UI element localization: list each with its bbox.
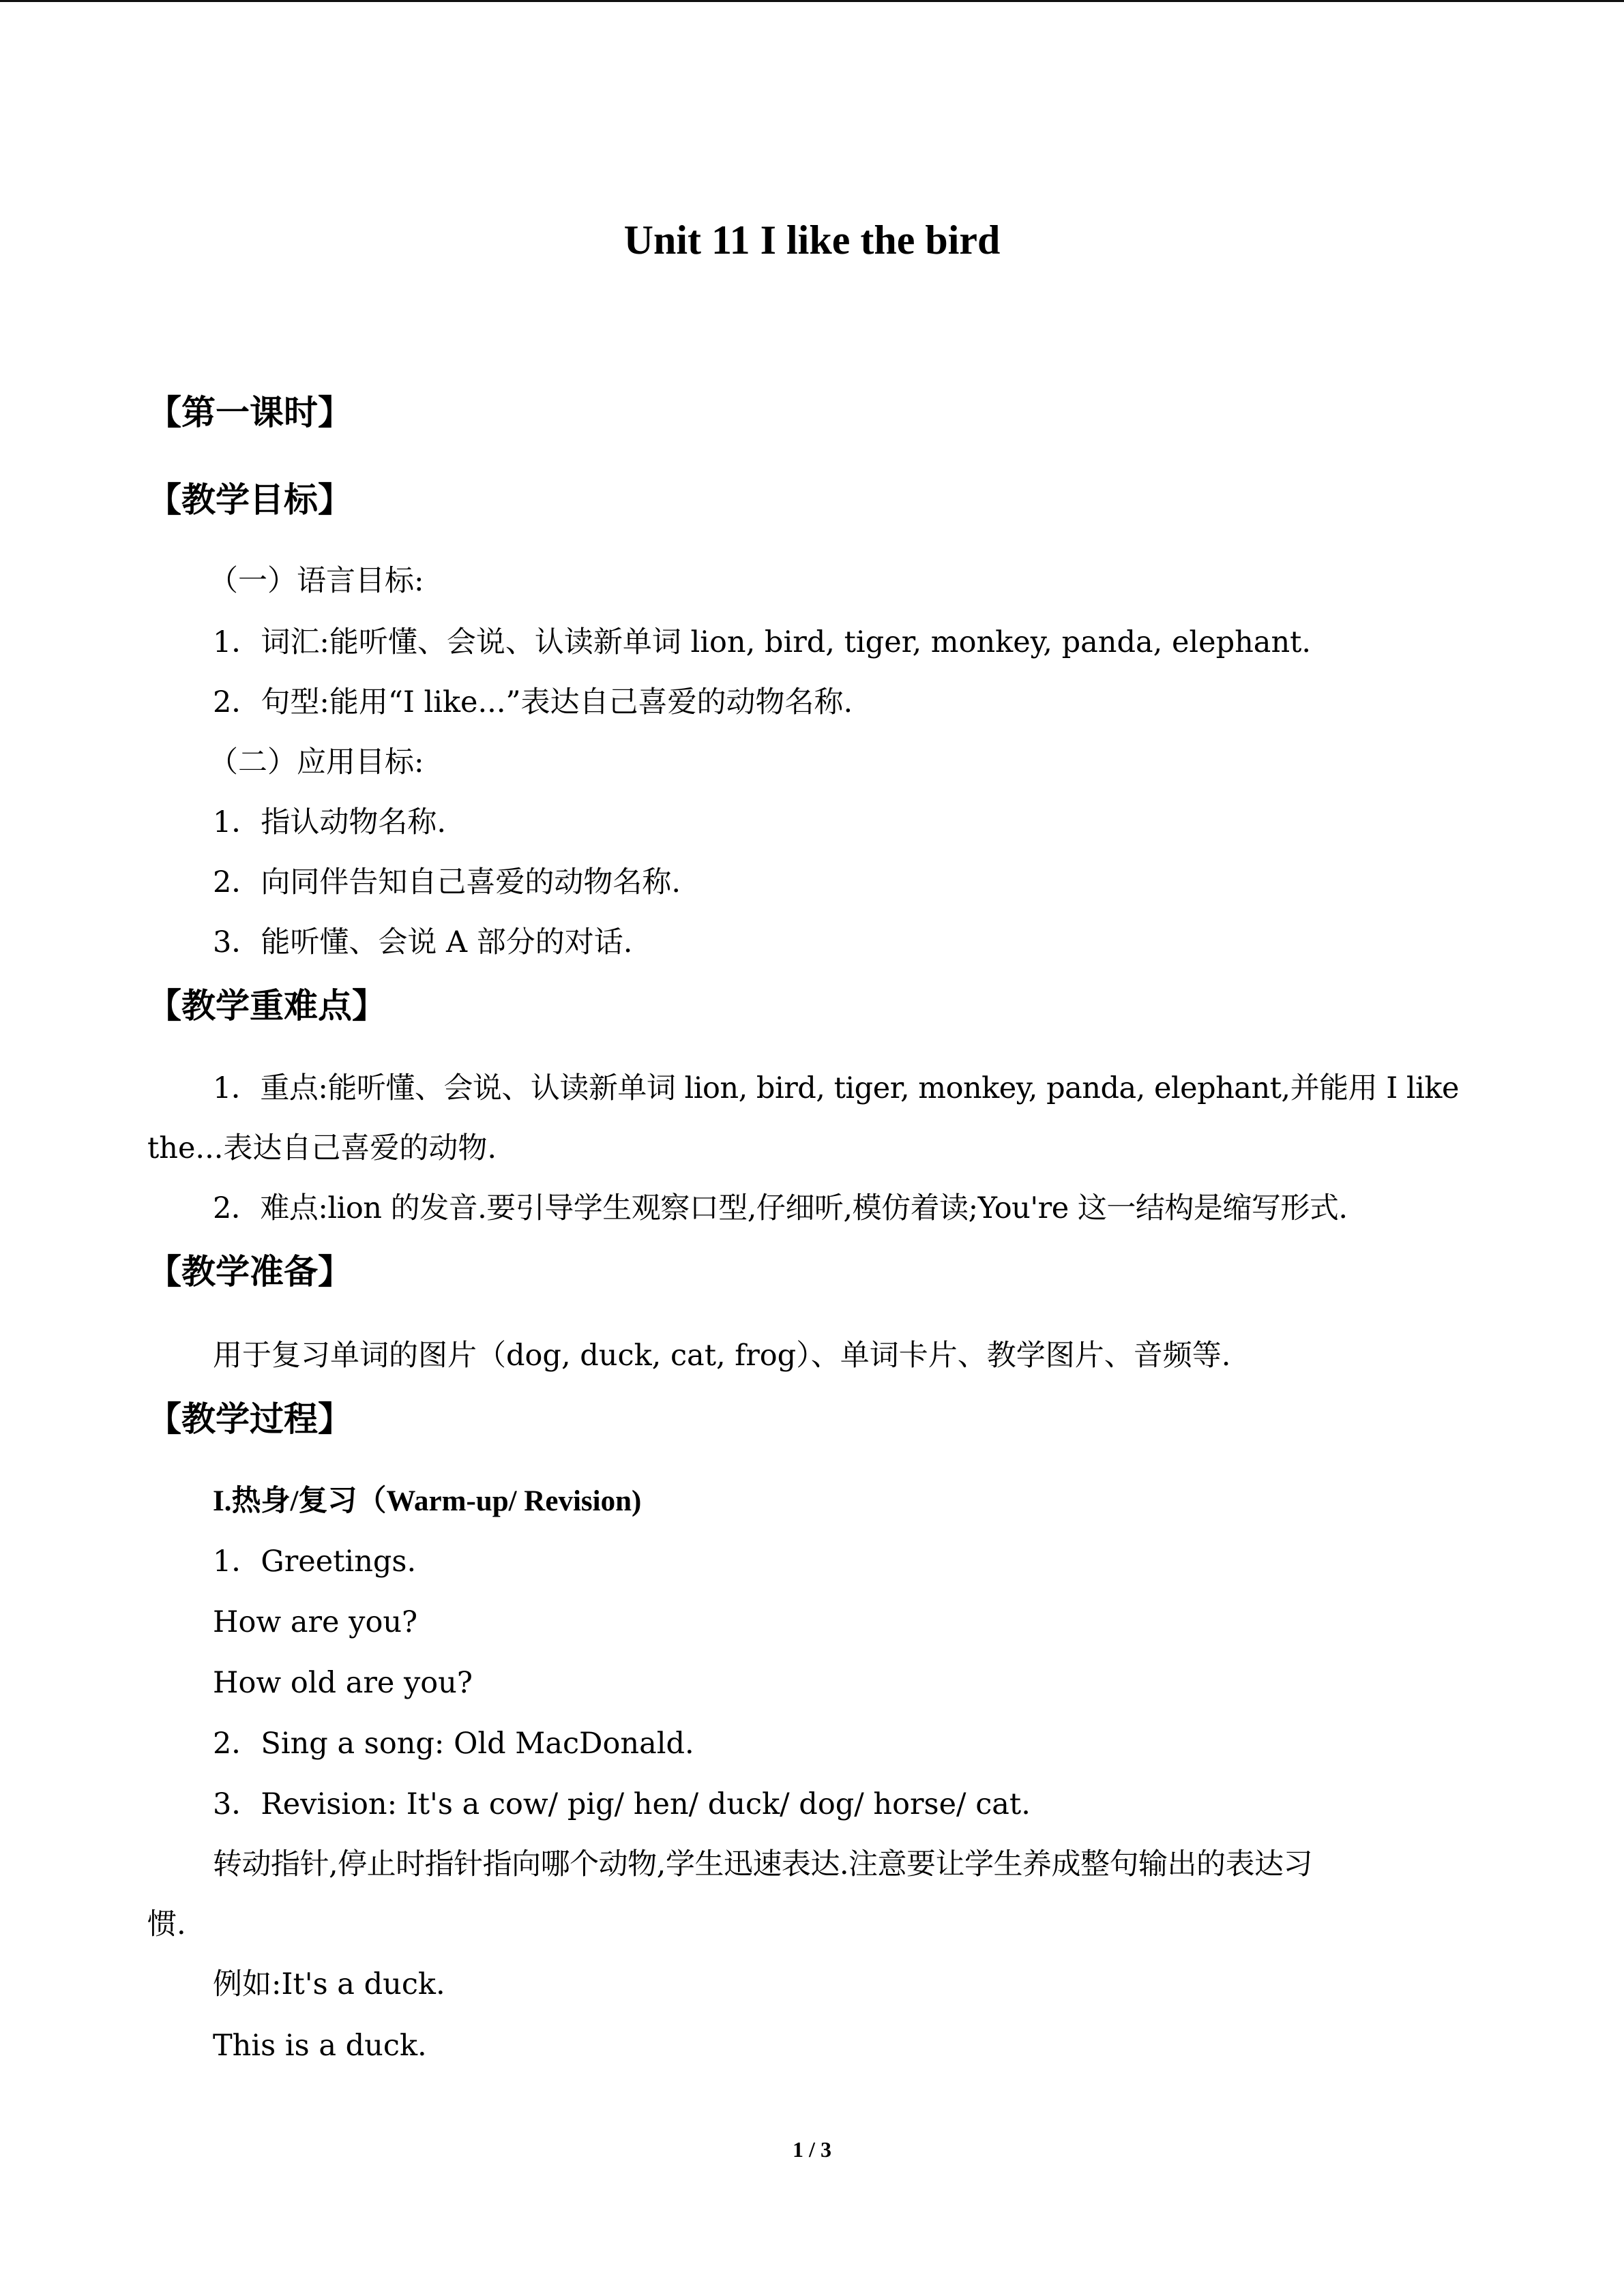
process-line: How are you?: [213, 1605, 418, 1639]
key-point-1-continued: the...表达自己喜爱的动物.: [147, 1131, 497, 1165]
example-line: 例如:It's a duck.: [213, 1967, 445, 2001]
key-points-heading: 【教学重难点】: [147, 986, 386, 1026]
example-line: This is a duck.: [213, 2029, 427, 2063]
objectives-heading: 【教学目标】: [147, 480, 352, 520]
language-objectives-label: （一）语言目标:: [209, 564, 424, 598]
key-point-1: 1．重点:能听懂、会说、认读新单词 lion, bird, tiger, monkey, panda, elephant,并能用 I like: [213, 1071, 1459, 1105]
language-objective-item: 2．句型:能用“I like...”表达自己喜爱的动物名称.: [213, 685, 853, 719]
application-objective-item: 1．指认动物名称.: [213, 805, 447, 839]
process-line: 3．Revision: It's a cow/ pig/ hen/ duck/ dog/ horse/ cat.: [213, 1787, 1031, 1821]
application-objective-item: 2．向同伴告知自己喜爱的动物名称.: [213, 865, 681, 899]
key-point-2: 2．难点:lion 的发音.要引导学生观察口型,仔细听,模仿着读;You're 这一结构是缩写形式.: [213, 1191, 1348, 1225]
process-line: 2．Sing a song: Old MacDonald.: [213, 1727, 694, 1761]
process-heading: 【教学过程】: [147, 1399, 352, 1439]
preparation-heading: 【教学准备】: [147, 1252, 352, 1292]
process-line: How old are you?: [213, 1666, 473, 1700]
application-objective-item: 3．能听懂、会说 A 部分的对话.: [213, 925, 633, 959]
lesson-label: 【第一课时】: [147, 393, 352, 432]
preparation-text: 用于复习单词的图片（dog, duck, cat, frog）、单词卡片、教学图片、音频等.: [213, 1339, 1231, 1373]
language-objective-item: 1．词汇:能听懂、会说、认读新单词 lion, bird, tiger, monkey, panda, elephant.: [213, 625, 1312, 659]
application-objectives-label: （二）应用目标:: [209, 745, 424, 779]
document-title: Unit 11 I like the bird: [623, 218, 1001, 263]
process-instruction-continued: 惯.: [147, 1907, 186, 1941]
process-instruction: 转动指针,停止时指针指向哪个动物,学生迅速表达.注意要让学生养成整句输出的表达习: [213, 1847, 1313, 1881]
warmup-step-title: I.热身/复习（Warm-up/ Revision): [213, 1485, 642, 1517]
process-line: 1．Greetings.: [213, 1545, 417, 1579]
page-number: 1 / 3: [793, 2137, 831, 2162]
page-top-border: [0, 0, 1624, 2]
